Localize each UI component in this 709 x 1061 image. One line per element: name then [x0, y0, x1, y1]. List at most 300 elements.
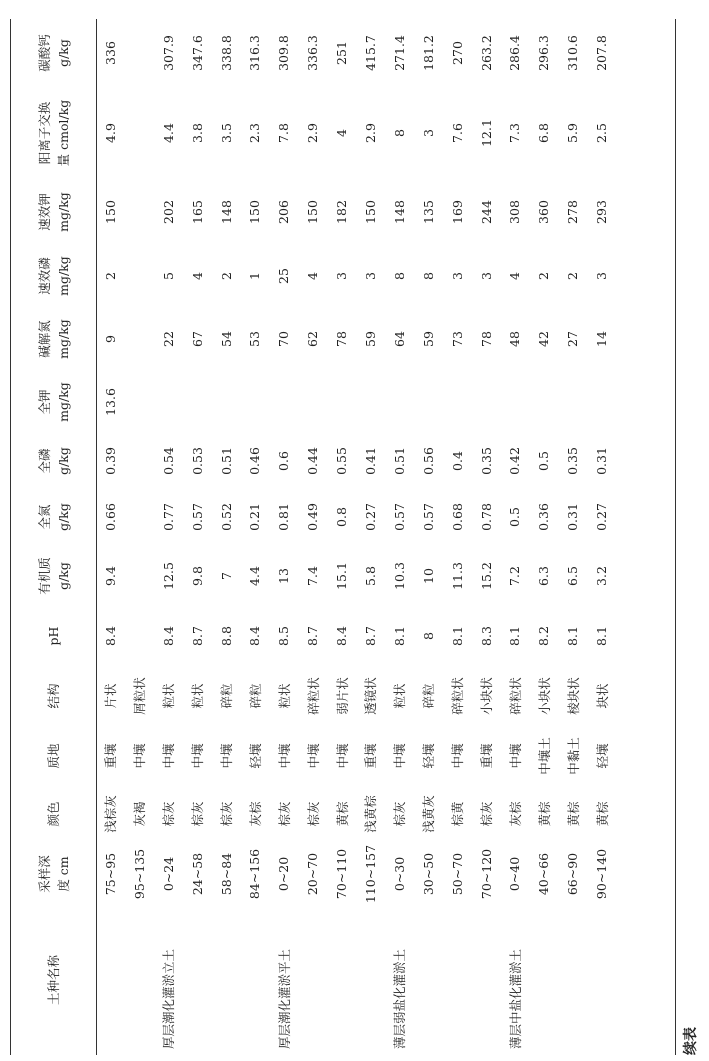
- cell-depth: 40~66: [536, 852, 552, 896]
- cell-tn: 0.68: [449, 503, 465, 531]
- cell-structure: 棱块状: [565, 677, 581, 715]
- cell-tp: 0.5: [536, 451, 552, 471]
- cell-tp: 0.56: [420, 447, 436, 475]
- cell-an: 59: [362, 331, 378, 347]
- cell-texture: 重壤: [103, 743, 119, 769]
- cell-ph: 8.7: [362, 626, 378, 646]
- cell-texture: 重壤: [363, 743, 379, 769]
- cell-color: 黄棕: [594, 801, 610, 827]
- cell-color: 灰棕: [247, 801, 263, 827]
- cell-tn: 0.31: [565, 503, 581, 531]
- cell-caco3: 296.3: [536, 35, 552, 71]
- table-row: [240, 19, 269, 1055]
- cell-structure: 粒状: [392, 683, 408, 709]
- cell-soil-name: 厚层潮化灌淤立土: [161, 948, 177, 1049]
- cell-ap: 2: [102, 272, 118, 280]
- cell-ak: 148: [391, 200, 407, 224]
- cell-ph: 8.2: [536, 626, 552, 646]
- header-line-2: 量 cmol/kg: [55, 99, 71, 167]
- cell-soil-name: [356, 905, 385, 1055]
- cell-color: 浅黄棕: [363, 795, 379, 833]
- cell-ak: 150: [362, 200, 378, 224]
- cell-ak: 308: [507, 200, 523, 224]
- cell-tn: 0.52: [218, 503, 234, 531]
- cell-an: 14: [594, 331, 610, 347]
- cell-cec: 3: [420, 129, 436, 137]
- cell-tk: [125, 371, 154, 433]
- cell-depth: 70~120: [478, 848, 494, 900]
- cell-ak: 244: [478, 200, 494, 224]
- cell-soil-name: [125, 905, 154, 1055]
- cell-soil-name: [240, 905, 269, 1055]
- cell-caco3: 336.3: [305, 35, 321, 71]
- cell-texture: 轻壤: [421, 743, 437, 769]
- cell-ak: 150: [247, 200, 263, 224]
- cell-ph: 8.7: [189, 626, 205, 646]
- cell-caco3: 338.8: [218, 35, 234, 71]
- cell-tk: [183, 371, 212, 433]
- cell-cec: 4.9: [102, 123, 118, 143]
- cell-color: 棕黄: [450, 801, 466, 827]
- cell-an: 67: [189, 331, 205, 347]
- table-row: [327, 19, 356, 1055]
- cell-tp: 0.41: [362, 447, 378, 475]
- header-texture: [11, 727, 96, 785]
- header-structure: [11, 665, 96, 727]
- table-header-row: [11, 19, 96, 1055]
- header-line-1: 全磷: [36, 448, 52, 474]
- cell-structure: 碎粒状: [305, 677, 321, 715]
- cell-om: 6.5: [565, 566, 581, 586]
- cell-om: 5.8: [362, 566, 378, 586]
- cell-depth: 0~20: [276, 856, 292, 892]
- cell-caco3: 336: [102, 41, 118, 65]
- table-row: [154, 19, 183, 1055]
- cell-structure: 碎粒: [247, 683, 263, 709]
- cell-caco3: 316.3: [247, 35, 263, 71]
- table-bottom-rule: [675, 19, 676, 1055]
- header-om: [11, 545, 96, 607]
- cell-tp: 0.35: [478, 447, 494, 475]
- cell-color: 棕灰: [161, 801, 177, 827]
- cell-ph: 8.1: [391, 626, 407, 646]
- cell-tn: 0.8: [334, 507, 350, 527]
- cell-tk: [472, 371, 501, 433]
- header-line-1: 全氮: [36, 504, 52, 530]
- cell-tn: 0.5: [507, 507, 523, 527]
- cell-om: 10: [420, 568, 436, 584]
- cell-ak: [125, 179, 154, 245]
- header-line-2: 度 cm: [55, 856, 71, 892]
- header-an: [11, 307, 96, 371]
- cell-soil-name: [472, 905, 501, 1055]
- cell-an: 54: [218, 331, 234, 347]
- cell-soil-name: [212, 905, 241, 1055]
- cell-om: 15.2: [478, 562, 494, 590]
- cell-depth: 110~157: [362, 844, 378, 904]
- cell-depth: 84~156: [247, 848, 263, 900]
- cell-cec: 6.8: [536, 123, 552, 143]
- header-line-1: 颜色: [46, 801, 61, 827]
- table-row: [587, 19, 616, 1055]
- cell-tn: 0.57: [420, 503, 436, 531]
- cell-soil-name: [327, 905, 356, 1055]
- cell-tn: 0.77: [160, 503, 176, 531]
- cell-an: 62: [305, 331, 321, 347]
- cell-tk: [500, 371, 529, 433]
- cell-cec: 4: [334, 129, 350, 137]
- cell-tk: [327, 371, 356, 433]
- cell-texture: 中壤: [305, 743, 321, 769]
- cell-ap: 25: [276, 268, 292, 284]
- cell-soil-name: [558, 905, 587, 1055]
- cell-tp: 0.42: [507, 447, 523, 475]
- cell-ph: 8.5: [276, 626, 292, 646]
- header-line-1: 阳离子交换: [36, 101, 52, 165]
- cell-cec: 3.5: [218, 123, 234, 143]
- cell-texture: 中壤: [334, 743, 350, 769]
- cell-ap: 3: [594, 272, 610, 280]
- cell-soil-name: [183, 905, 212, 1055]
- cell-tn: 0.81: [276, 503, 292, 531]
- cell-an: 53: [247, 331, 263, 347]
- cell-cec: 8: [391, 129, 407, 137]
- cell-cec: [125, 87, 154, 179]
- cell-ph: 8.8: [218, 626, 234, 646]
- cell-tk: [356, 371, 385, 433]
- cell-soil-name: 薄层中盐化灌淤土: [507, 948, 523, 1049]
- cell-ph: 8.4: [102, 626, 118, 646]
- cell-ap: 4: [189, 272, 205, 280]
- cell-structure: 片状: [103, 683, 119, 709]
- cell-tp: [125, 433, 154, 489]
- table-caption: 续表: [683, 1027, 699, 1055]
- cell-tp: 0.54: [160, 447, 176, 475]
- table-row: [269, 19, 298, 1055]
- table-row: [385, 19, 414, 1055]
- cell-structure: 小块状: [536, 677, 552, 715]
- cell-structure: 透镜状: [363, 677, 379, 715]
- table-row: [356, 19, 385, 1055]
- cell-texture: 重壤: [479, 743, 495, 769]
- cell-ap: [125, 245, 154, 307]
- header-line-2: g/kg: [55, 39, 71, 67]
- cell-caco3: 271.4: [391, 35, 407, 71]
- cell-ak: 202: [160, 200, 176, 224]
- cell-tn: 0.66: [102, 503, 118, 531]
- cell-color: 棕灰: [276, 801, 292, 827]
- cell-an: 9: [102, 335, 118, 343]
- cell-color: 黄棕: [565, 801, 581, 827]
- cell-tp: 0.6: [276, 451, 292, 471]
- cell-ph: 8.1: [507, 626, 523, 646]
- header-line-1: 全钾: [36, 389, 52, 415]
- cell-tp: 0.44: [305, 447, 321, 475]
- header-line-2: g/kg: [55, 503, 71, 531]
- cell-om: 15.1: [334, 562, 350, 590]
- cell-ak: 182: [334, 200, 350, 224]
- cell-an: 73: [449, 331, 465, 347]
- cell-om: 9.8: [189, 566, 205, 586]
- cell-cec: 7.8: [276, 123, 292, 143]
- table-body: [96, 19, 616, 1055]
- cell-texture: 中壤: [450, 743, 466, 769]
- cell-ap: 2: [218, 272, 234, 280]
- cell-color: 浅棕灰: [103, 795, 119, 833]
- header-ak: [11, 179, 96, 245]
- cell-om: [125, 545, 154, 607]
- header-line-1: 土种名称: [46, 955, 61, 1006]
- cell-cec: 12.1: [478, 119, 494, 147]
- cell-cec: 7.3: [507, 123, 523, 143]
- cell-om: 3.2: [594, 566, 610, 586]
- cell-ap: 3: [449, 272, 465, 280]
- cell-ap: 5: [160, 272, 176, 280]
- header-depth: [11, 843, 96, 905]
- cell-structure: 小块状: [479, 677, 495, 715]
- cell-texture: 轻壤: [594, 743, 610, 769]
- cell-tk: [298, 371, 327, 433]
- cell-structure: 粒状: [161, 683, 177, 709]
- cell-tp: 0.53: [189, 447, 205, 475]
- cell-tk: [587, 371, 616, 433]
- cell-structure: 屑粒状: [132, 677, 148, 715]
- cell-soil-name: [529, 905, 558, 1055]
- cell-caco3: 347.6: [189, 35, 205, 71]
- cell-caco3: 270: [449, 41, 465, 65]
- cell-ap: 8: [420, 272, 436, 280]
- cell-ak: 206: [276, 200, 292, 224]
- cell-tp: 0.39: [102, 447, 118, 475]
- cell-color: 棕灰: [190, 801, 206, 827]
- cell-depth: 0~30: [391, 856, 407, 892]
- table-row: [472, 19, 501, 1055]
- cell-ph: 8.4: [247, 626, 263, 646]
- cell-ak: 360: [536, 200, 552, 224]
- header-line-2: g/kg: [55, 447, 71, 475]
- table-row: [212, 19, 241, 1055]
- cell-structure: 碎粒状: [507, 677, 523, 715]
- table-row: [125, 19, 154, 1055]
- header-ap: [11, 245, 96, 307]
- cell-texture: 中壤: [190, 743, 206, 769]
- cell-ak: 165: [189, 200, 205, 224]
- cell-an: 48: [507, 331, 523, 347]
- cell-cec: 2.5: [594, 123, 610, 143]
- cell-an: 59: [420, 331, 436, 347]
- cell-structure: 粒状: [276, 683, 292, 709]
- cell-ak: 148: [218, 200, 234, 224]
- cell-soil-name: 厚层潮化灌淤平土: [276, 948, 292, 1049]
- soil-property-table: [11, 19, 616, 1055]
- cell-depth: 20~70: [305, 852, 321, 896]
- cell-tn: 0.78: [478, 503, 494, 531]
- cell-soil-name: [414, 905, 443, 1055]
- header-soil-name: [11, 905, 96, 1055]
- cell-color: 浅黄灰: [421, 795, 437, 833]
- cell-texture: 中黏土: [565, 737, 581, 775]
- header-line-1: 速效钾: [36, 193, 52, 231]
- cell-tk: [558, 371, 587, 433]
- cell-ap: 2: [565, 272, 581, 280]
- cell-ph: [125, 607, 154, 665]
- cell-tp: 0.51: [391, 447, 407, 475]
- cell-texture: 中壤: [161, 743, 177, 769]
- cell-an: 78: [478, 331, 494, 347]
- cell-texture: 中壤: [219, 743, 234, 769]
- header-line-2: g/kg: [55, 562, 71, 590]
- cell-texture: 中壤土: [536, 737, 552, 775]
- cell-ap: 4: [507, 272, 523, 280]
- cell-depth: 95~135: [131, 848, 147, 900]
- cell-texture: 轻壤: [247, 743, 263, 769]
- cell-tk: 13.6: [102, 388, 118, 416]
- cell-tp: 0.4: [449, 451, 465, 471]
- cell-cec: 3.8: [189, 123, 205, 143]
- cell-an: 27: [565, 331, 581, 347]
- cell-om: 7.4: [305, 566, 321, 586]
- cell-ph: 8.4: [160, 626, 176, 646]
- cell-tk: [240, 371, 269, 433]
- cell-caco3: 415.7: [362, 35, 378, 71]
- cell-depth: 75~95: [102, 852, 118, 896]
- cell-ak: 278: [565, 200, 581, 224]
- cell-tp: 0.51: [218, 447, 234, 475]
- cell-ph: 8.1: [594, 626, 610, 646]
- cell-caco3: 251: [334, 41, 350, 65]
- cell-depth: 24~58: [189, 852, 205, 896]
- cell-ph: 8.3: [478, 626, 494, 646]
- header-line-1: 碱解氮: [36, 320, 52, 358]
- cell-tk: [443, 371, 472, 433]
- cell-caco3: [125, 19, 154, 87]
- table-row: [443, 19, 472, 1055]
- cell-cec: 2.3: [247, 123, 263, 143]
- cell-caco3: 181.2: [420, 35, 436, 71]
- cell-tk: [414, 371, 443, 433]
- cell-depth: 70~110: [334, 848, 350, 900]
- cell-ap: 8: [391, 272, 407, 280]
- cell-ph: 8: [420, 632, 436, 640]
- cell-tk: [529, 371, 558, 433]
- cell-cec: 5.9: [565, 123, 581, 143]
- cell-an: 42: [536, 331, 552, 347]
- cell-color: 黄棕: [536, 801, 552, 827]
- cell-structure: 碎粒: [219, 683, 234, 709]
- cell-soil-name: [587, 905, 616, 1055]
- header-line-1: 速效磷: [36, 257, 52, 295]
- cell-om: 12.5: [160, 562, 176, 590]
- cell-depth: 50~70: [449, 852, 465, 896]
- cell-an: 78: [334, 331, 350, 347]
- table-row: [298, 19, 327, 1055]
- header-line-1: 结构: [46, 683, 61, 709]
- header-tp: [11, 433, 96, 489]
- cell-depth: 30~50: [420, 852, 436, 896]
- cell-soil-name: 薄层弱盐化灌淤土: [392, 948, 408, 1049]
- cell-ak: 169: [449, 200, 465, 224]
- cell-ap: 3: [478, 272, 494, 280]
- header-ph: [11, 607, 96, 665]
- header-color: [11, 785, 96, 843]
- cell-ap: 3: [362, 272, 378, 280]
- cell-om: 7.2: [507, 566, 523, 586]
- cell-ak: 150: [102, 200, 118, 224]
- cell-depth: 0~40: [507, 856, 523, 892]
- header-line-1: 有机质: [36, 557, 52, 595]
- table-row: [183, 19, 212, 1055]
- cell-om: 7: [218, 572, 234, 580]
- cell-ap: 2: [536, 272, 552, 280]
- cell-color: 棕灰: [479, 801, 495, 827]
- cell-caco3: 207.8: [594, 35, 610, 71]
- cell-tn: 0.27: [362, 503, 378, 531]
- header-line-1: 碳酸钙: [36, 34, 52, 72]
- cell-ak: 293: [594, 200, 610, 224]
- cell-om: 11.3: [449, 562, 465, 590]
- cell-ap: 3: [334, 272, 350, 280]
- cell-color: 灰棕: [507, 801, 523, 827]
- cell-tk: [385, 371, 414, 433]
- cell-tp: 0.55: [334, 447, 350, 475]
- cell-an: [125, 307, 154, 371]
- cell-tn: 0.57: [391, 503, 407, 531]
- header-tk: [11, 371, 96, 433]
- cell-caco3: 263.2: [478, 35, 494, 71]
- cell-color: 棕灰: [219, 801, 234, 827]
- table-row: [96, 19, 125, 1055]
- cell-soil-name: [96, 905, 125, 1055]
- header-line-1: 采样深: [36, 855, 52, 893]
- table-row: [558, 19, 587, 1055]
- cell-soil-name: [443, 905, 472, 1055]
- cell-ak: 150: [305, 200, 321, 224]
- cell-ap: 4: [305, 272, 321, 280]
- header-cec: [11, 87, 96, 179]
- cell-tn: [125, 489, 154, 545]
- header-line-1: 质地: [46, 743, 61, 769]
- table-row: [529, 19, 558, 1055]
- cell-om: 13: [276, 568, 292, 584]
- cell-tp: 0.46: [247, 447, 263, 475]
- cell-cec: 2.9: [305, 123, 321, 143]
- cell-tn: 0.27: [594, 503, 610, 531]
- cell-texture: 中壤: [276, 743, 292, 769]
- cell-soil-name: [298, 905, 327, 1055]
- cell-tk: [269, 371, 298, 433]
- cell-tp: 0.31: [594, 447, 610, 475]
- header-line-2: mg/kg: [55, 319, 71, 359]
- cell-depth: 90~140: [594, 848, 610, 900]
- cell-tn: 0.57: [189, 503, 205, 531]
- cell-ph: 8.4: [334, 626, 350, 646]
- cell-an: 22: [160, 331, 176, 347]
- cell-structure: 块状: [594, 683, 610, 709]
- cell-om: 4.4: [247, 566, 263, 586]
- cell-ak: 135: [420, 200, 436, 224]
- cell-texture: 中壤: [507, 743, 523, 769]
- cell-tn: 0.36: [536, 503, 552, 531]
- cell-ph: 8.1: [449, 626, 465, 646]
- cell-cec: 7.6: [449, 123, 465, 143]
- cell-texture: 中壤: [132, 743, 148, 769]
- cell-om: 6.3: [536, 566, 552, 586]
- cell-an: 64: [391, 331, 407, 347]
- cell-caco3: 309.8: [276, 35, 292, 71]
- cell-depth: 66~90: [565, 852, 581, 896]
- header-caco3: [11, 19, 96, 87]
- cell-om: 10.3: [391, 562, 407, 590]
